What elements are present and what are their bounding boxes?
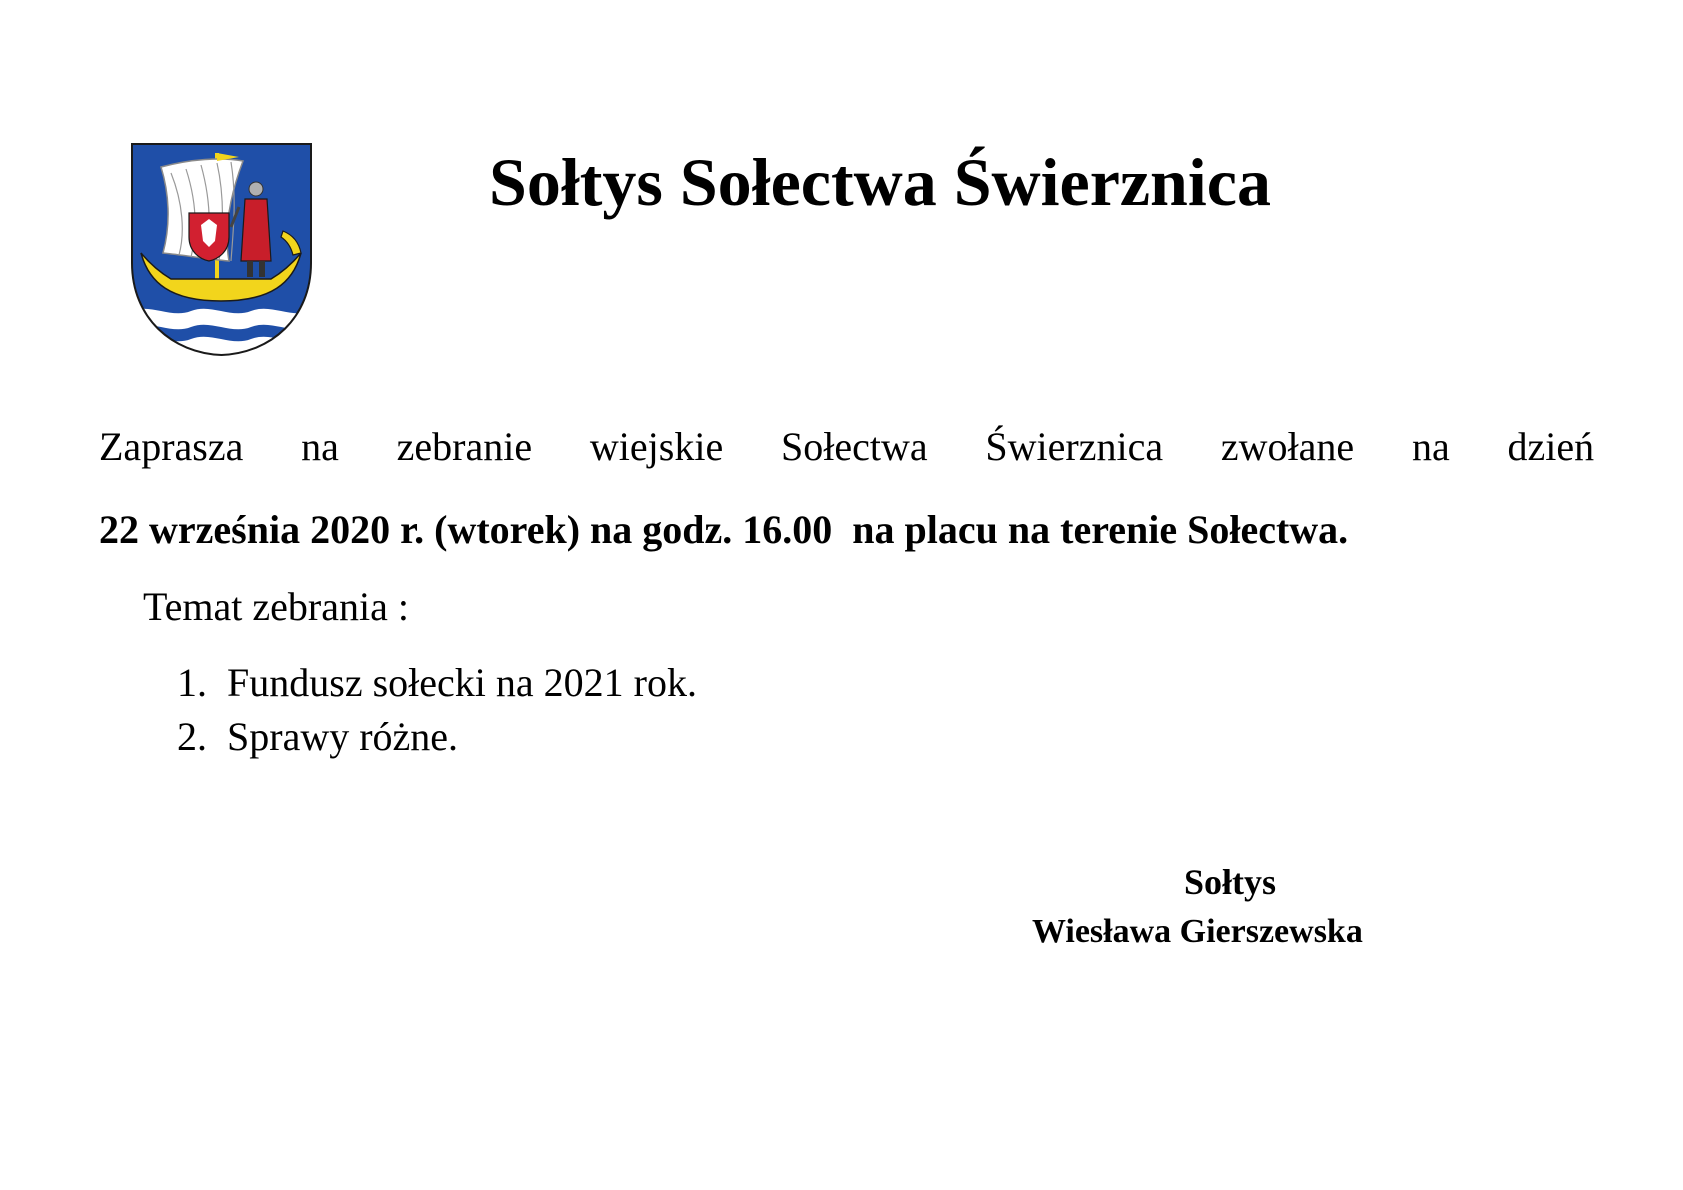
coat-of-arms-logo (131, 143, 312, 356)
meeting-date-text: 22 września 2020 r. (wtorek) na godz. 16.00 na placu na terenie Sołectwa. (99, 507, 1349, 552)
intro-word: zwołane (1220, 424, 1355, 469)
intro-word: na (1411, 424, 1450, 469)
invitation-text (99, 423, 1594, 471)
intro-word: Świerznica (985, 424, 1164, 469)
agenda-item (177, 656, 697, 710)
intro-word: Sołectwa (781, 424, 928, 469)
signature-name: Wiesława Gierszewska (1032, 913, 1363, 950)
signature-role: Sołtys (1183, 862, 1277, 902)
agenda-item-number: 1. (177, 660, 207, 705)
agenda-item-text: Sprawy różne. (227, 714, 459, 759)
intro-word: wiejskie (589, 424, 724, 469)
intro-word: Zaprasza (99, 424, 244, 469)
agenda-item-text: Fundusz sołecki na 2021 rok. (227, 660, 697, 705)
agenda-list (177, 656, 697, 764)
agenda-item-number: 2. (177, 714, 207, 759)
signature-block (1020, 860, 1440, 954)
page-title: Sołtys Sołectwa Świerznica (489, 144, 1271, 220)
intro-word: na (301, 424, 339, 469)
agenda-heading: Temat zebrania : (143, 584, 409, 629)
intro-word: zebranie (396, 424, 533, 469)
agenda-item (177, 710, 697, 764)
intro-word: dzień (1507, 424, 1595, 469)
